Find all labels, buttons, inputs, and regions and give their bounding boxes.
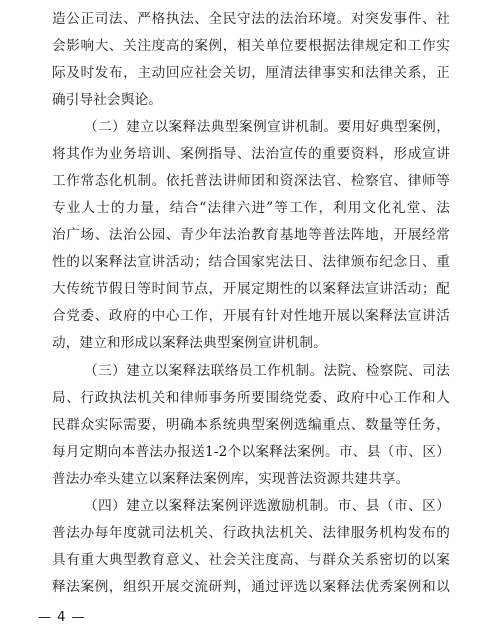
text-line: 普法办牵头建立以案释法案例库，实现普法资源共建共享。 xyxy=(52,471,410,487)
text-line: 大传统节假日等时间节点，开展定期性的以案释法宣讲活动；配 xyxy=(52,281,450,297)
text-line: 性的以案释法宣讲活动；结合国家宪法日、法律颁布纪念日、重 xyxy=(52,254,450,270)
text-line: 合党委、政府的中心工作，开展有针对性地开展以案释法宣讲活 xyxy=(52,308,450,324)
text-line: 工作常态化机制。依托普法讲师团和资深法官、检察官、律师等 xyxy=(52,173,450,189)
text-line: 释法案例，组织开展交流研判，通过评选以案释法优秀案例和以 xyxy=(52,579,450,595)
section-heading-line: （四）建立以案释法案例评选激励机制。市、县（市、区） xyxy=(84,498,450,514)
section-heading-line: （二）建立以案释法典型案例宣讲机制。要用好典型案例， xyxy=(84,119,450,135)
text-line: 将其作为业务培训、案例指导、法治宣传的重要资料，形成宣讲 xyxy=(52,146,450,162)
text-line: 治广场、法治公园、青少年法治教育基地等普法阵地，开展经常 xyxy=(52,227,450,243)
text-line: 际及时发布，主动回应社会关切，厘清法律事实和法律关系，正 xyxy=(52,65,450,81)
text-line: 局、行政执法机关和律师事务所要围绕党委、政府中心工作和人 xyxy=(52,390,450,406)
page-number: — 4 — xyxy=(38,610,86,625)
text-line: 专业人士的力量，结合“法律六进”等工作，利用文化礼堂、法 xyxy=(52,200,450,216)
text-line: 普法办每年度就司法机关、行政执法机关、法律服务机构发布的 xyxy=(52,525,450,541)
text-line: 造公正司法、严格执法、全民守法的法治环境。对突发事件、社 xyxy=(52,11,450,27)
text-line: 动，建立和形成以案释法典型案例宣讲机制。 xyxy=(52,335,327,351)
text-line: 确引导社会舆论。 xyxy=(52,92,162,108)
text-line: 每月定期向本普法办报送1-2个以案释法案例。市、县（市、区） xyxy=(52,444,450,460)
text-line: 会影响大、关注度高的案例，相关单位要根据法律规定和工作实 xyxy=(52,38,450,54)
section-heading-line: （三）建立以案释法联络员工作机制。法院、检察院、司法 xyxy=(84,363,450,379)
text-line: 具有重大典型教育意义、社会关注度高、与群众关系密切的以案 xyxy=(52,552,450,568)
text-line: 民群众实际需要，明确本系统典型案例选编重点、数量等任务， xyxy=(52,417,450,433)
